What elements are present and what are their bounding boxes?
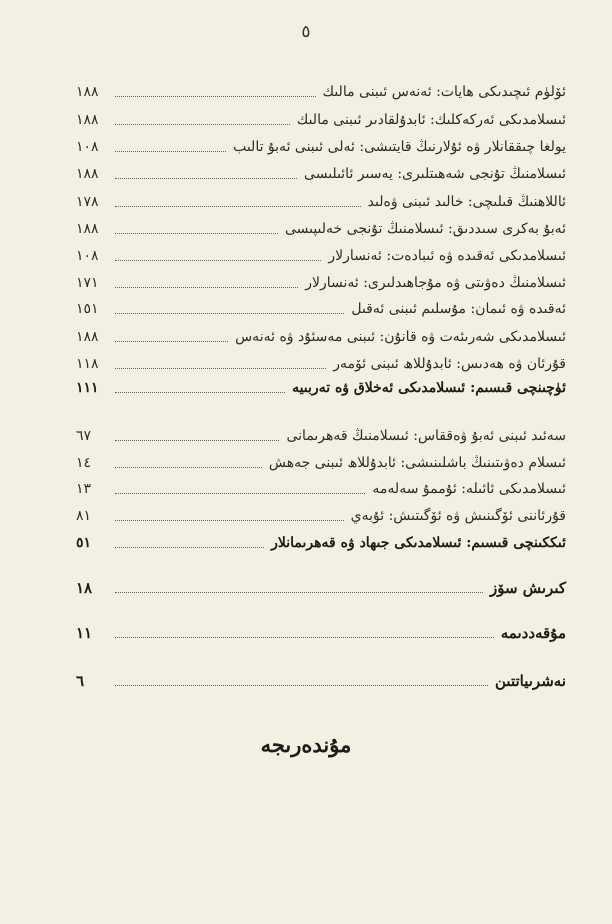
toc-entry <box>76 326 566 346</box>
dotted-leader <box>115 591 483 593</box>
toc-entry-page: ١٨٨ <box>76 166 99 182</box>
toc-entry <box>76 163 566 183</box>
toc-entry-page: ١٣ <box>76 481 92 497</box>
toc-entry-title: ئۆلۈم ئىچىدىكى ھايات: ئەنەس ئىبنى مالىك <box>322 84 566 100</box>
toc-entry-page: ١٨٨ <box>76 84 99 100</box>
page-number: ٥ <box>301 22 311 42</box>
toc-entry-title: ئىسلامدىكى شەرىئەت ۋە قانۇن: ئىبنى مەسئۇد ۋە ئەنەس <box>235 329 566 345</box>
toc-entry-title: ئىسلامدىكى ئەركەكلىك: ئابدۇلقادىر ئىبنى مالىك <box>296 112 566 128</box>
dotted-leader <box>115 95 316 97</box>
toc-entry-title: قۇرئان ۋە ھەدىس: ئابدۇللاھ ئىبنى ئۆمەر <box>333 356 566 372</box>
dotted-leader <box>115 391 285 393</box>
dotted-leader <box>115 286 298 288</box>
toc-entry-page: ١٧٨ <box>76 194 99 210</box>
toc-entry-page: ١٤ <box>76 455 92 471</box>
toc-entry <box>76 245 566 265</box>
toc-entry-title: نەشرىياتتىن <box>495 672 566 690</box>
toc-entry-title: ئىسلامنىڭ دەۋىتى ۋە مۇجاھىدلىرى: ئەنسارلار <box>305 275 566 291</box>
toc-entry-page: ١٨٨ <box>76 112 99 128</box>
toc-entry-title: ئەبۇ بەكرى سىددىق: ئىسلامنىڭ تۇنجى خەلىپىسى <box>284 221 566 237</box>
toc-entry <box>76 298 566 318</box>
dotted-leader <box>115 636 494 638</box>
toc-entry <box>76 136 566 156</box>
toc-entry <box>76 272 566 292</box>
dotted-leader <box>115 684 488 686</box>
dotted-leader <box>115 340 228 342</box>
toc-entry <box>76 452 566 472</box>
dotted-leader <box>115 177 297 179</box>
toc-entry-page: ٦ <box>76 672 85 690</box>
toc-entry-title: كىرىش سۆز <box>489 579 566 597</box>
toc-entry-title: ئەقىدە ۋە ئىمان: مۇسلىم ئىبنى ئەقىل <box>351 301 566 317</box>
toc-entry <box>76 505 566 525</box>
dotted-leader <box>115 546 264 548</box>
dotted-leader <box>115 367 326 369</box>
dotted-leader <box>115 312 344 314</box>
dotted-leader <box>115 205 361 207</box>
toc-entry-title: ئۈچىنچى قىسىم: ئىسلامدىكى ئەخلاق ۋە تەربىيە <box>292 380 566 396</box>
toc-entry <box>76 218 566 238</box>
toc-entry-title: ئىسلامدىكى ئەقىدە ۋە ئىبادەت: ئەنسارلار <box>328 248 566 264</box>
toc-entry-title: ئىسلامنىڭ تۇنجى شەھىتلىرى: يەسىر ئائىلىسى <box>304 166 566 182</box>
toc-entry-title: ئىسلام دەۋىتىنىڭ باشلىنىشى: ئابدۇللاھ ئىبنى جەھش <box>268 455 566 471</box>
toc-section-heading <box>76 377 566 397</box>
toc-entry-page: ١٨٨ <box>76 329 99 345</box>
toc-entry-page: ١٧١ <box>76 275 99 291</box>
dotted-leader <box>115 232 278 234</box>
toc-entry-page: ١١٨ <box>76 356 99 372</box>
toc-entry-title: مۇقەددىمە <box>500 624 566 642</box>
toc-entry-front-matter <box>76 670 566 690</box>
toc-entry-title: ئىككىنچى قىسىم: ئىسلامدىكى جىھاد ۋە قەھرىمانلار <box>271 535 566 551</box>
toc-entry-page: ١٠٨ <box>76 248 99 264</box>
toc-entry <box>76 353 566 373</box>
dotted-leader <box>115 492 365 494</box>
toc-entry-page: ١٠٨ <box>76 139 99 155</box>
toc-entry <box>76 191 566 211</box>
toc-entry-title: ئاللاھنىڭ قىلىچى: خالىد ئىبنى ۋەلىد <box>367 194 566 210</box>
toc-entry-title: قۇرئاننى ئۆگىنىش ۋە ئۆگىتىش: ئۇبەي <box>350 508 566 524</box>
toc-entry <box>76 81 566 101</box>
toc-entry-page: ١١١ <box>76 380 99 396</box>
page-heading: مۇندەرىجە <box>260 732 352 757</box>
toc-entry-page: ١٨ <box>76 579 93 597</box>
toc-section-heading <box>76 532 566 552</box>
dotted-leader <box>115 150 226 152</box>
toc-entry <box>76 478 566 498</box>
dotted-leader <box>115 439 279 441</box>
toc-entry-page: ١١ <box>76 624 93 642</box>
toc-entry-page: ٥١ <box>76 535 92 551</box>
toc-entry-front-matter <box>76 577 566 597</box>
toc-entry <box>76 109 566 129</box>
toc-entry-title: ئىسلامدىكى ئائىلە: ئۇممۇ سەلەمە <box>372 481 566 497</box>
toc-entry-front-matter <box>76 622 566 642</box>
toc-entry-page: ٨١ <box>76 508 92 524</box>
dotted-leader <box>115 123 290 125</box>
dotted-leader <box>115 466 262 468</box>
toc-entry-page: ٦٧ <box>76 428 92 444</box>
toc-entry-page: ١٨٨ <box>76 221 99 237</box>
toc-entry-page: ١٥١ <box>76 301 99 317</box>
dotted-leader <box>115 519 344 521</box>
dotted-leader <box>115 259 321 261</box>
toc-entry <box>76 425 566 445</box>
toc-entry-title: سەئىد ئىبنى ئەبۇ ۋەققاس: ئىسلامنىڭ قەھرىمانى <box>286 428 566 444</box>
toc-entry-title: يولغا چىققانلار ۋە ئۇلارنىڭ قايتىشى: ئەلى ئىبنى ئەبۇ تالىب <box>233 139 566 155</box>
